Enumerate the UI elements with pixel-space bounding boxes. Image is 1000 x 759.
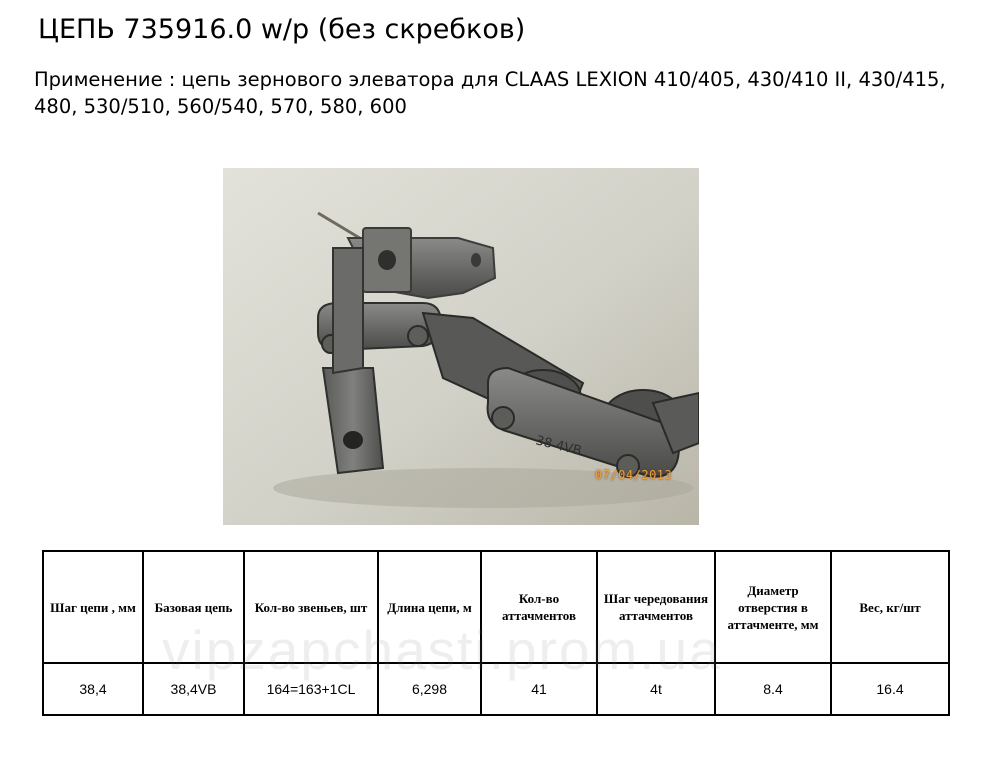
table-header-row (43, 551, 949, 663)
table-cell: 164=163+1CL (244, 663, 378, 715)
column-header-attachment-pitch: Шаг чередования аттачментов (597, 551, 715, 663)
column-header-base-chain: Базовая цепь (143, 551, 244, 663)
table-cell: 4t (597, 663, 715, 715)
product-photo (223, 168, 699, 525)
table-cell: 8.4 (715, 663, 831, 715)
application-text: Применение : цепь зернового элеватора для CLAAS LEXION 410/405, 430/410 II, 430/415, 480, 530/510, 560/540, 570, 580, 600 (34, 68, 946, 118)
column-header-pitch: Шаг цепи , мм (43, 551, 143, 663)
column-header-attachments: Кол-во аттачментов (481, 551, 597, 663)
photo-date-stamp: 07/04/2013 (595, 468, 673, 482)
table-cell: 41 (481, 663, 597, 715)
table-cell: 38,4VB (143, 663, 244, 715)
link-marking: 38 4VB (534, 433, 584, 460)
page-title: ЦЕПЬ 735916.0 w/p (без скребков) (38, 14, 526, 45)
table-row (43, 663, 949, 715)
table-cell: 6,298 (378, 663, 481, 715)
table-cell: 16.4 (831, 663, 949, 715)
watermark: vipzapchasti.prom.ua (162, 619, 722, 681)
specs-table (42, 550, 950, 716)
table-cell: 38,4 (43, 663, 143, 715)
column-header-weight: Вес, кг/шт (831, 551, 949, 663)
column-header-hole-diameter: Диаметр отверстия в аттачменте, мм (715, 551, 831, 663)
column-header-links: Кол-во звеньев, шт (244, 551, 378, 663)
column-header-length: Длина цепи, м (378, 551, 481, 663)
